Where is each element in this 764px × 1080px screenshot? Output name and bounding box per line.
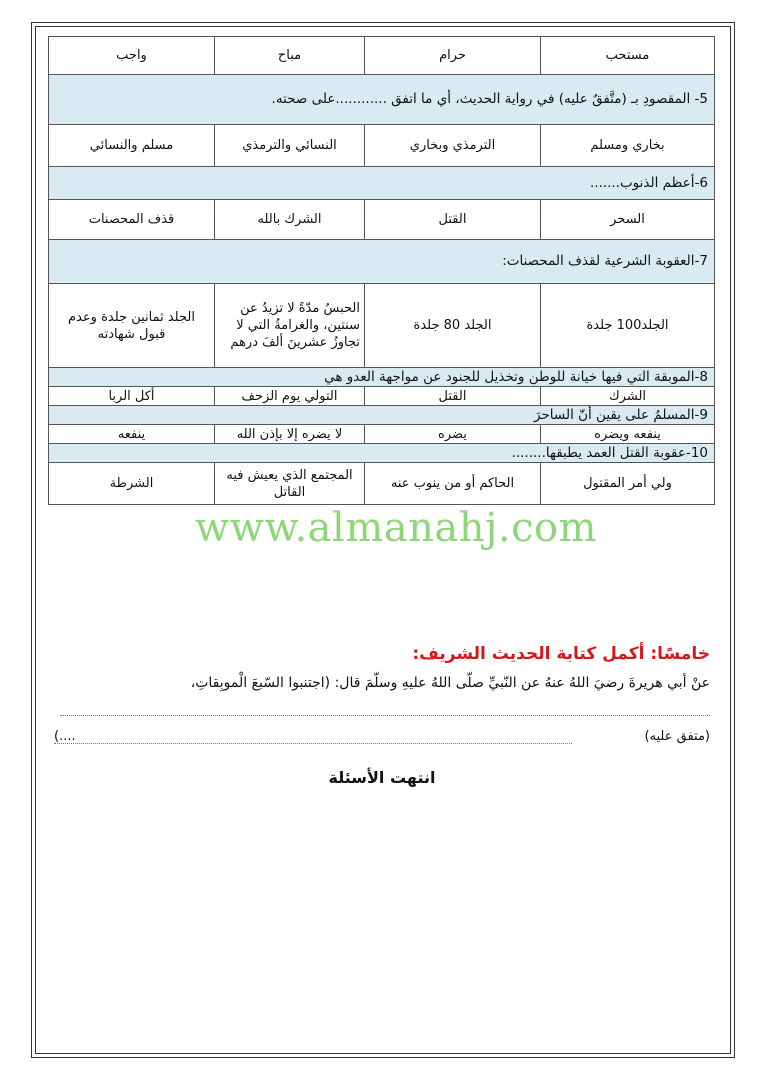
- watermark-text: www.almanahj.com: [195, 505, 598, 551]
- option-cell: الحبسُ مدّةً لا تزيدُ عن سنتين، والغرامةُ التي لا تجاوزُ عشرينَ ألفَ درهم: [215, 284, 365, 368]
- question-7-text: 7-العقوبة الشرعية لقذف المحصنات:: [49, 240, 715, 284]
- options-row-8: [49, 387, 715, 406]
- option-cell: القتل: [365, 200, 541, 240]
- end-of-questions: انتهت الأسئلة: [328, 768, 436, 787]
- options-row-5: [49, 125, 715, 167]
- option-cell: الشرك بالله: [215, 200, 365, 240]
- option-cell: حرام: [365, 37, 541, 75]
- option-cell: قذف المحصنات: [49, 200, 215, 240]
- hadith-source: (متفق عليه): [644, 729, 710, 744]
- answer-line-1: [60, 701, 710, 716]
- option-cell: مسلم والنسائي: [49, 125, 215, 167]
- option-cell: التولي يوم الزحف: [215, 387, 365, 406]
- options-row-10: [49, 463, 715, 505]
- option-cell: الشرك: [541, 387, 715, 406]
- option-cell: ينفعه: [49, 425, 215, 444]
- question-5-text: 5- المقصودِ بـ (متَّفقٌ عليه) في رواية الحديث، أي ما اتفق ............على صحته.: [49, 75, 715, 125]
- options-row-4: [49, 37, 715, 75]
- questions-table: [48, 36, 715, 505]
- question-8-text: 8-الموبقة التي فيها خيانة للوطن وتخذيل للجنود عن مواجهة العدو هي: [49, 368, 715, 387]
- option-cell: واجب: [49, 37, 215, 75]
- option-cell: الجلد100 جلدة: [541, 284, 715, 368]
- option-cell: الجلد ثمانين جلدة وعدم قبول شهادته: [49, 284, 215, 368]
- question-9-text: 9-المسلمُ على يقين أنّ الساحرَ: [49, 406, 715, 425]
- question-6-text: 6-أعظم الذنوب.......: [49, 167, 715, 200]
- option-cell: ولي أمر المقتول: [541, 463, 715, 505]
- hadith-text: عنْ أبي هريرةَ رضيَ اللهُ عنهُ عن النّبيِّ صلّى اللهُ عليهِ وسلّمَ قال: (اجتنبوا السّبعَ الْموبِقاتِ،: [190, 675, 710, 691]
- option-cell: القتل: [365, 387, 541, 406]
- option-cell: ينفعه ويضره: [541, 425, 715, 444]
- option-cell: السحر: [541, 200, 715, 240]
- option-cell: مباح: [215, 37, 365, 75]
- options-row-6: [49, 200, 715, 240]
- option-cell: الحاكم أو من ينوب عنه: [365, 463, 541, 505]
- option-cell: المجتمع الذي يعيش فيه القاتل: [215, 463, 365, 505]
- option-cell: يضره: [365, 425, 541, 444]
- question-row-9: [49, 406, 715, 425]
- option-cell: الشرطة: [49, 463, 215, 505]
- answer-dots: [54, 729, 572, 744]
- section-five-title: خامسًا: أكمل كتابة الحديث الشريف:: [412, 644, 710, 664]
- option-cell: لا يضره إلا بإذن الله: [215, 425, 365, 444]
- option-cell: أكل الربا: [49, 387, 215, 406]
- question-row-6: [49, 167, 715, 200]
- question-row-10: [49, 444, 715, 463]
- option-cell: بخاري ومسلم: [541, 125, 715, 167]
- closing-paren: ....): [54, 729, 76, 744]
- option-cell: مستحب: [541, 37, 715, 75]
- question-row-5: [49, 75, 715, 125]
- answer-line-2: [54, 729, 710, 749]
- question-10-text: 10-عقوبة القتل العمد يطبقها........: [49, 444, 715, 463]
- options-row-7: [49, 284, 715, 368]
- option-cell: النسائي والترمذي: [215, 125, 365, 167]
- options-row-9: [49, 425, 715, 444]
- question-row-7: [49, 240, 715, 284]
- option-cell: الترمذي وبخاري: [365, 125, 541, 167]
- option-cell: الجلد 80 جلدة: [365, 284, 541, 368]
- question-row-8: [49, 368, 715, 387]
